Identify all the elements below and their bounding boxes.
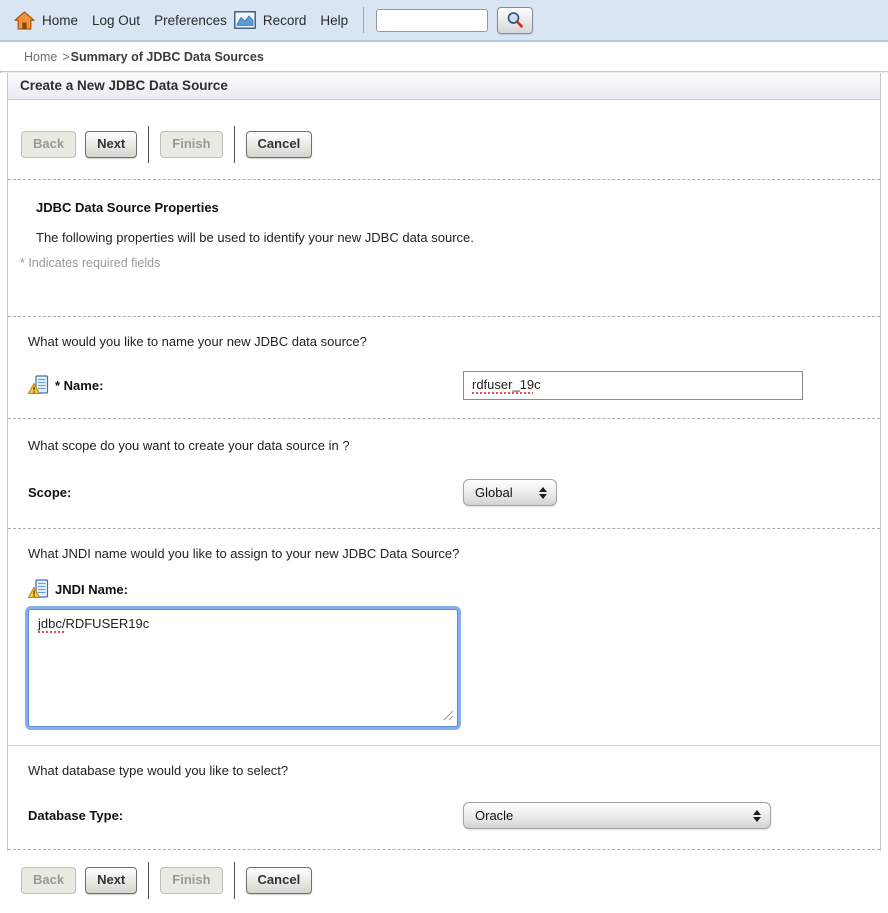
search-input[interactable] xyxy=(376,9,488,32)
section-heading: JDBC Data Source Properties xyxy=(36,200,219,215)
restart-required-icon xyxy=(28,579,49,600)
name-label: * Name: xyxy=(55,378,104,393)
name-field-row xyxy=(28,371,880,400)
button-divider xyxy=(234,126,235,163)
scope-question: What scope do you want to create your data source in ? xyxy=(28,438,350,453)
section-dbtype xyxy=(8,746,880,849)
section-intro xyxy=(8,180,880,316)
dbtype-selected-value: Oracle xyxy=(475,808,514,823)
breadcrumb-current: Summary of JDBC Data Sources xyxy=(70,50,264,64)
jndi-textarea-value: jdbc/RDFUSER19c xyxy=(38,616,150,631)
finish-button: Finish xyxy=(160,867,222,894)
dbtype-label: Database Type: xyxy=(28,808,124,823)
section-description: The following properties will be used to identify your new JDBC data source. xyxy=(36,230,474,245)
name-question: What would you like to name your new JDBC data source? xyxy=(28,334,367,349)
wizard-buttons-top xyxy=(8,100,880,179)
scope-field-row xyxy=(28,479,880,506)
toolbar-link-home[interactable]: Home xyxy=(42,12,79,28)
finish-button: Finish xyxy=(160,131,222,158)
scope-selected-value: Global xyxy=(475,485,513,500)
name-input-value: rdfuser_19c xyxy=(472,377,541,392)
content-panel xyxy=(7,73,881,888)
scope-select[interactable] xyxy=(463,479,557,506)
toolbar-divider xyxy=(363,7,364,33)
name-label-cell xyxy=(28,375,463,396)
cancel-button[interactable]: Cancel xyxy=(246,131,313,158)
breadcrumb xyxy=(0,42,888,71)
toolbar-link-logout[interactable]: Log Out xyxy=(92,12,141,28)
select-arrows-icon xyxy=(753,810,761,822)
wizard-buttons-bottom xyxy=(8,850,880,913)
breadcrumb-home-link[interactable]: Home xyxy=(24,50,58,64)
toolbar-link-preferences[interactable]: Preferences xyxy=(154,12,227,28)
breadcrumb-separator: > xyxy=(62,50,70,64)
dbtype-question: What database type would you like to select? xyxy=(28,763,289,778)
cancel-button[interactable]: Cancel xyxy=(246,867,313,894)
back-button: Back xyxy=(21,131,76,158)
required-fields-note: * Indicates required fields xyxy=(20,256,161,270)
dbtype-select[interactable] xyxy=(463,802,771,829)
toolbar-link-record[interactable]: Record xyxy=(262,12,307,28)
page-title: Create a New JDBC Data Source xyxy=(8,73,880,100)
jndi-question: What JNDI name would you like to assign to your new JDBC Data Source? xyxy=(28,546,460,561)
home-icon[interactable] xyxy=(14,11,35,30)
section-name xyxy=(8,317,880,418)
scope-label: Scope: xyxy=(28,485,72,500)
jndi-label-row xyxy=(28,579,880,600)
top-toolbar xyxy=(0,0,888,42)
search-button[interactable] xyxy=(497,7,533,34)
restart-required-icon xyxy=(28,375,49,396)
section-jndi xyxy=(8,529,880,745)
dbtype-field-row xyxy=(28,802,880,829)
name-input[interactable] xyxy=(463,371,803,400)
jndi-label: JNDI Name: xyxy=(55,582,128,597)
toolbar-link-help[interactable]: Help xyxy=(320,12,349,28)
back-button: Back xyxy=(21,867,76,894)
resize-handle[interactable] xyxy=(443,709,454,724)
section-scope xyxy=(8,419,880,528)
next-button[interactable]: Next xyxy=(85,131,137,158)
dbtype-label-cell xyxy=(28,808,463,823)
button-divider xyxy=(148,862,149,899)
jndi-textarea[interactable] xyxy=(28,609,458,727)
record-icon[interactable] xyxy=(234,11,256,29)
scope-label-cell xyxy=(28,485,463,500)
next-button[interactable]: Next xyxy=(85,867,137,894)
search-icon xyxy=(506,11,524,29)
select-arrows-icon xyxy=(539,487,547,499)
button-divider xyxy=(148,126,149,163)
button-divider xyxy=(234,862,235,899)
